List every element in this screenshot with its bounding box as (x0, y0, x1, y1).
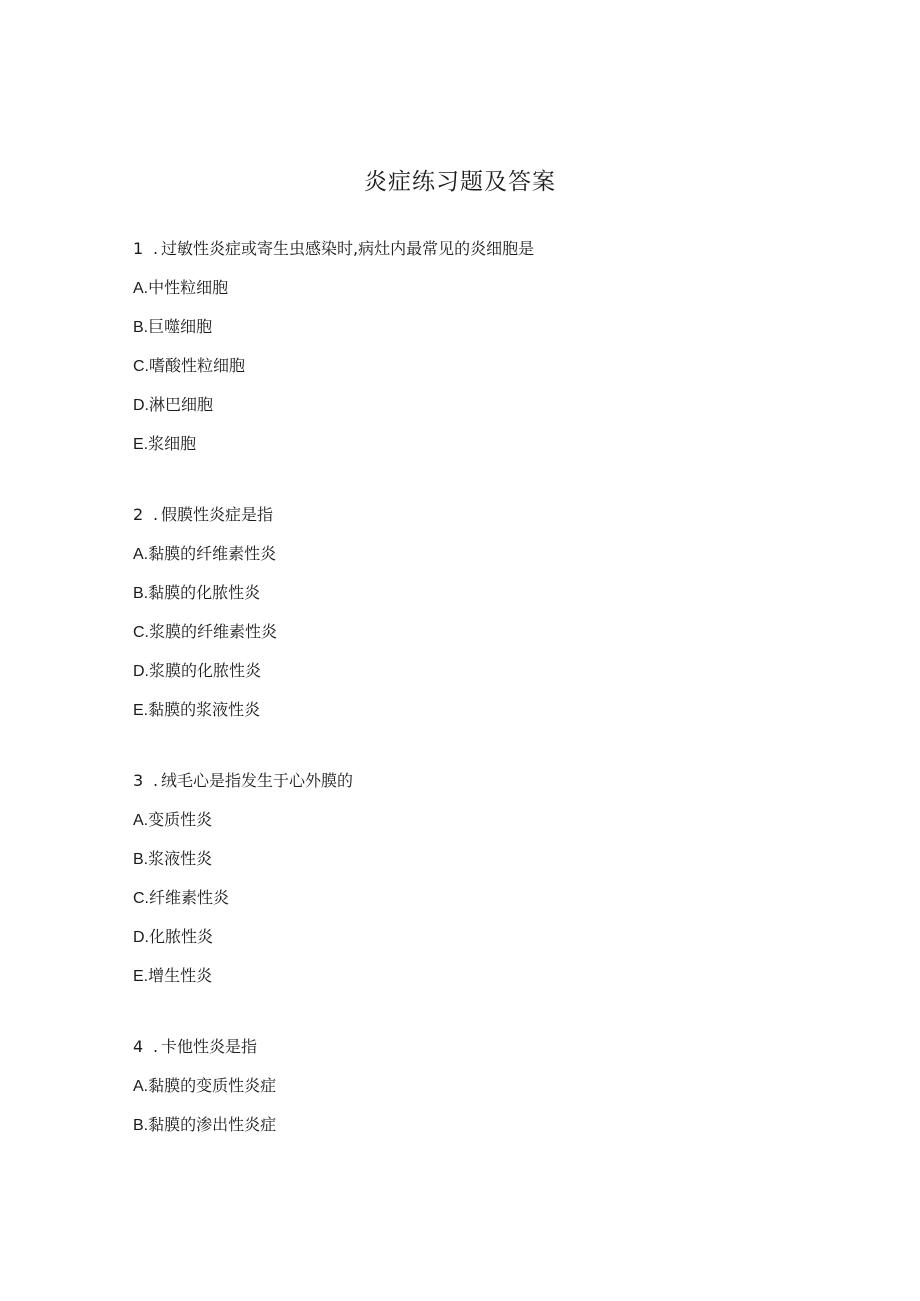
option-text: 淋巴细胞 (149, 395, 214, 414)
option-letter: E. (133, 702, 149, 719)
option-a (133, 1072, 833, 1111)
question-text: 假膜性炎症是指 (161, 505, 274, 524)
option-text: 中性粒细胞 (148, 278, 229, 297)
option-letter: C. (133, 624, 149, 641)
option-a (133, 806, 833, 845)
option-letter: D. (133, 397, 149, 414)
question-list (133, 235, 833, 1182)
option-letter: A. (133, 1078, 149, 1095)
option-text: 黏膜的纤维素性炎 (148, 544, 277, 563)
option-letter: B. (133, 319, 149, 336)
option-text: 变质性炎 (148, 810, 213, 829)
question-text: 过敏性炎症或寄生虫感染时,病灶内最常见的炎细胞是 (161, 239, 535, 258)
question-stem (133, 235, 833, 274)
option-letter: A. (133, 812, 149, 829)
option-a (133, 274, 833, 313)
question-number: 1 (133, 239, 144, 258)
option-letter: D. (133, 929, 149, 946)
question-text: 绒毛心是指发生于心外膜的 (161, 771, 354, 790)
option-text: 黏膜的渗出性炎症 (148, 1115, 277, 1134)
question-stem (133, 767, 833, 806)
question-separator: . (153, 505, 159, 524)
option-b (133, 1111, 833, 1150)
option-b (133, 313, 833, 352)
question-separator: . (153, 1037, 159, 1056)
option-letter: E. (133, 436, 149, 453)
question-4 (133, 1033, 833, 1150)
question-1 (133, 235, 833, 469)
option-e (133, 696, 833, 735)
option-text: 浆液性炎 (148, 849, 213, 868)
option-letter: A. (133, 280, 149, 297)
option-letter: A. (133, 546, 149, 563)
option-text: 纤维素性炎 (149, 888, 230, 907)
option-letter: B. (133, 1117, 149, 1134)
question-text: 卡他性炎是指 (161, 1037, 258, 1056)
question-number: 2 (133, 505, 144, 524)
option-letter: C. (133, 358, 149, 375)
option-text: 浆细胞 (148, 434, 197, 453)
question-separator: . (153, 239, 159, 258)
page-title: 炎症练习题及答案 (364, 169, 556, 195)
option-text: 黏膜的变质性炎症 (148, 1076, 277, 1095)
option-text: 巨噬细胞 (148, 317, 213, 336)
question-number: 4 (133, 1037, 144, 1056)
option-letter: B. (133, 585, 149, 602)
question-stem (133, 501, 833, 540)
option-c (133, 618, 833, 657)
option-letter: C. (133, 890, 149, 907)
option-c (133, 352, 833, 391)
option-text: 浆膜的化脓性炎 (149, 661, 262, 680)
option-e (133, 430, 833, 469)
option-d (133, 657, 833, 696)
option-b (133, 845, 833, 884)
option-text: 黏膜的化脓性炎 (148, 583, 261, 602)
option-e (133, 962, 833, 1001)
option-text: 嗜酸性粒细胞 (149, 356, 246, 375)
question-stem (133, 1033, 833, 1072)
option-letter: B. (133, 851, 149, 868)
option-text: 浆膜的纤维素性炎 (149, 622, 278, 641)
option-b (133, 579, 833, 618)
question-2 (133, 501, 833, 735)
option-text: 增生性炎 (148, 966, 213, 985)
option-text: 化脓性炎 (149, 927, 214, 946)
question-3 (133, 767, 833, 1001)
option-c (133, 884, 833, 923)
option-a (133, 540, 833, 579)
option-text: 黏膜的浆液性炎 (148, 700, 261, 719)
option-letter: D. (133, 663, 149, 680)
question-number: 3 (133, 771, 144, 790)
option-letter: E. (133, 968, 149, 985)
option-d (133, 923, 833, 962)
question-separator: . (153, 771, 159, 790)
option-d (133, 391, 833, 430)
